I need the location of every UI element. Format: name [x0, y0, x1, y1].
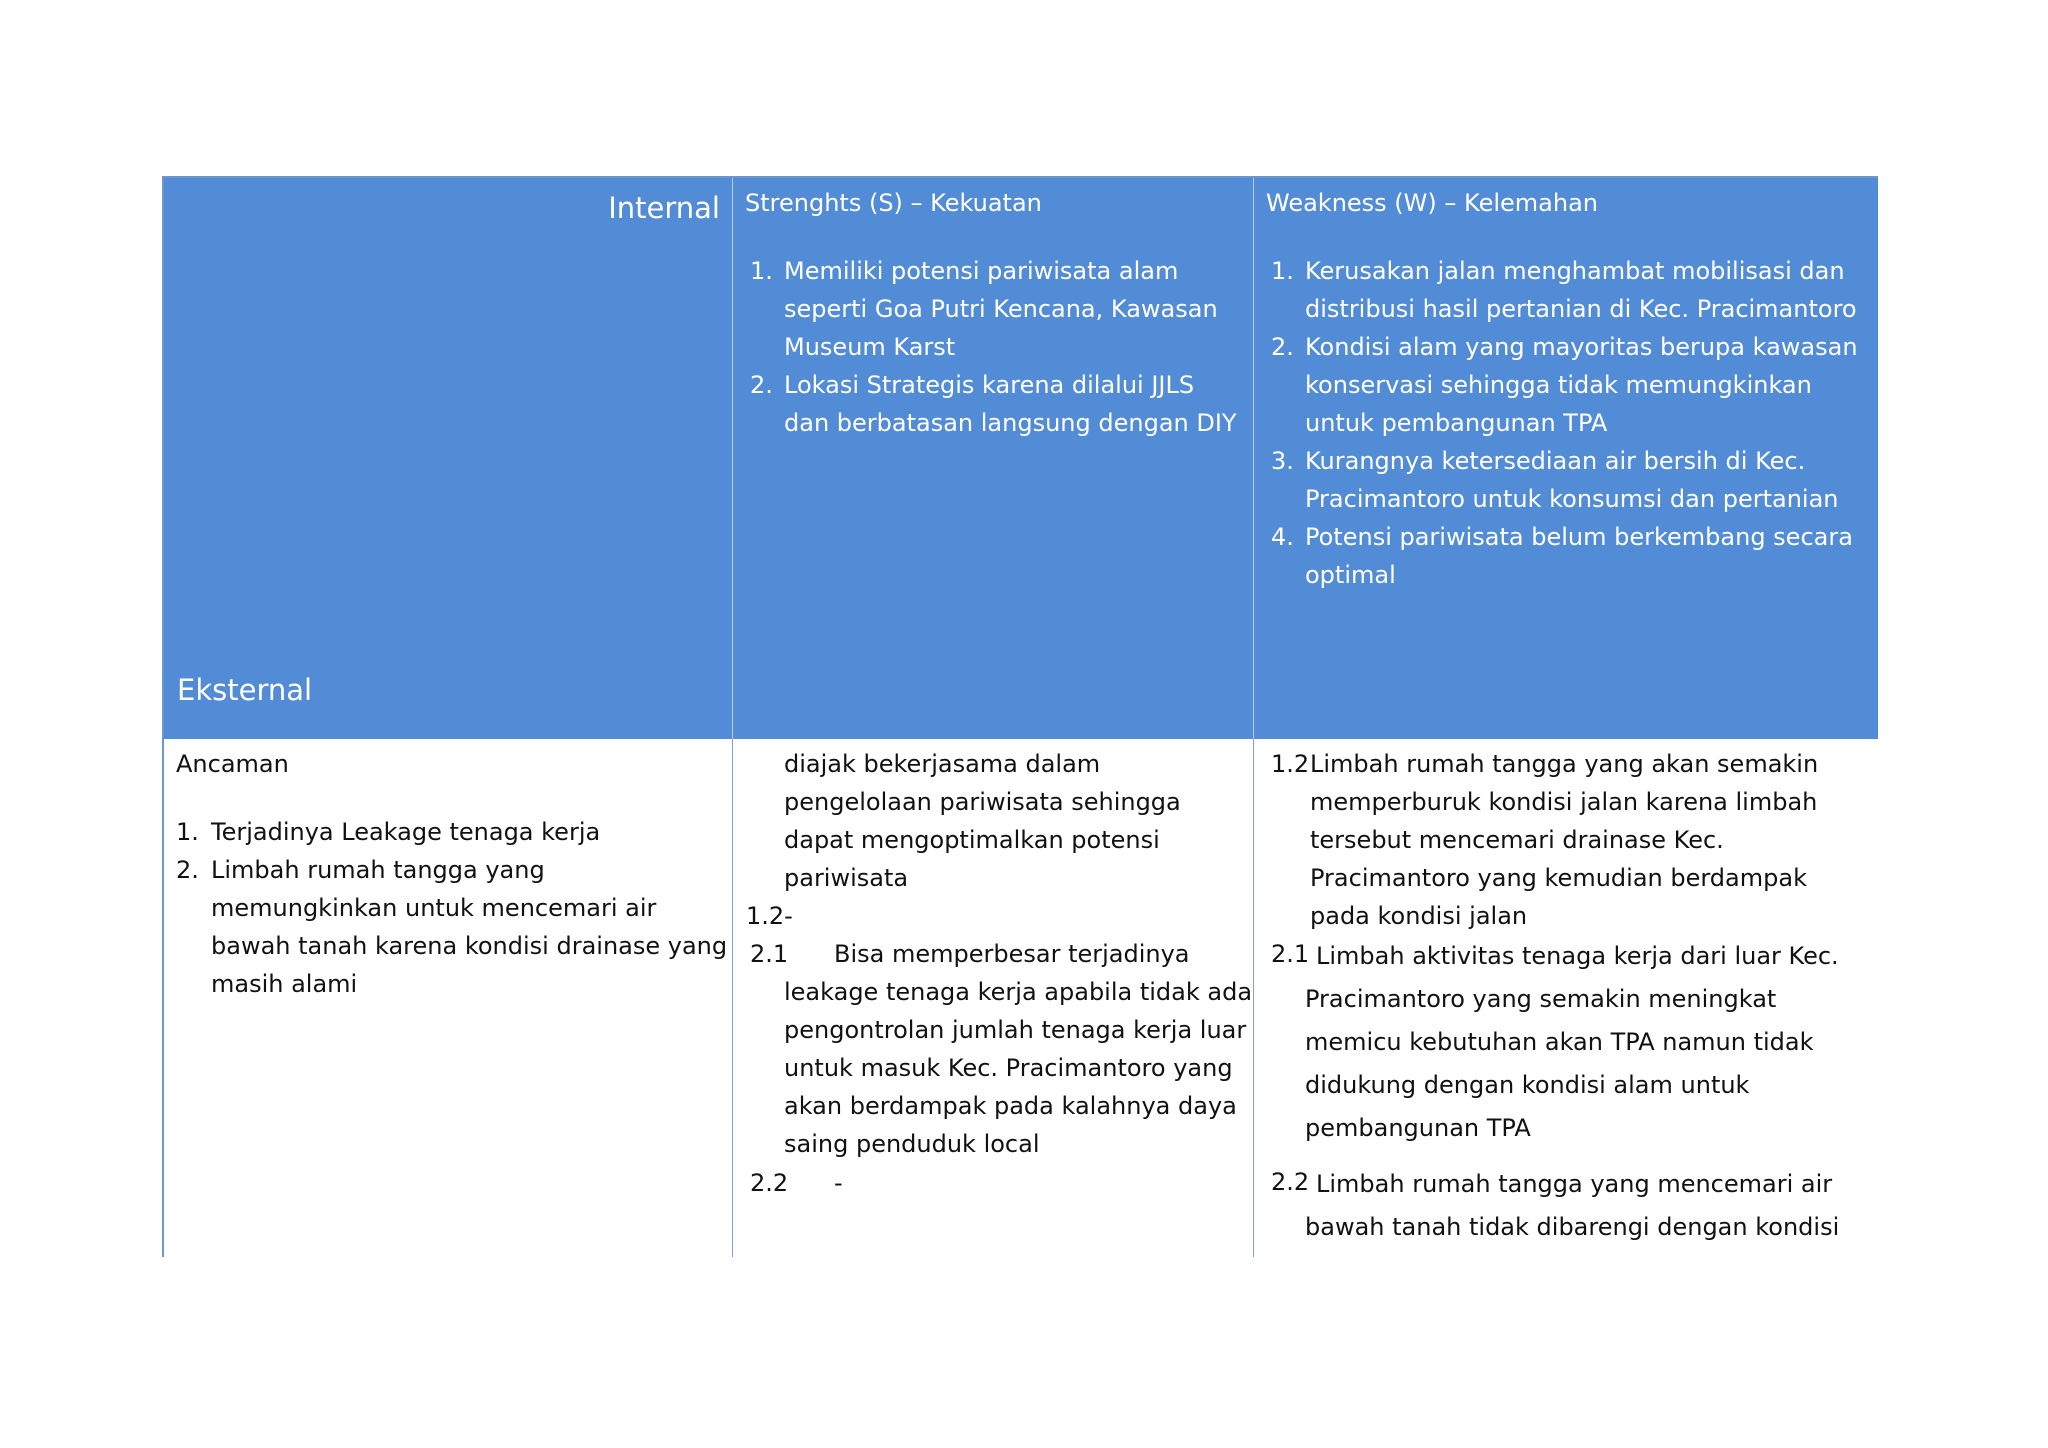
- strengths-header-cell: Strenghts (S) – Kekuatan 1. Memiliki potensi pariwisata alam seperti Goa Putri Kencana, Kawasan Museum Karst 2. Lokasi Strategis karena dilalui JJLS dan berbatasan langsung dengan DIY: [732, 178, 1253, 739]
- st-strategy-cell: diajak bekerjasama dalam pengelolaan pariwisata sehingga dapat mengoptimalkan potensi pariwisata 1.2- 2.1 Bisa memperbesar terjadinya leakage tenaga kerja apabila tidak ada pengontrolan jumlah tenaga kerja luar untuk masuk Kec. Pracimantoro yang akan berdampak pada kalahnya daya saing penduduk local 2.2 -: [732, 739, 1253, 1257]
- st-item-1-2: 1.2-: [746, 902, 793, 930]
- strengths-title: Strenghts (S) – Kekuatan: [745, 189, 1042, 217]
- weakness-header-cell: Weakness (W) – Kelemahan 1. Kerusakan jalan menghambat mobilisasi dan distribusi hasil pertanian di Kec. Pracimantoro 2. Kondisi alam yang mayoritas berupa kawasan konservasi sehingga tidak memungkinkan untuk pembangunan TPA 3. Kurangnya ketersediaan air bersih di Kec. Pracimantoro untuk konsumsi dan pertanian 4. Potensi pariwisata belum berkembang secara optimal: [1253, 178, 1878, 739]
- threats-cell: Ancaman 1. Terjadinya Leakage tenaga kerja 2. Limbah rumah tangga yang memungkinkan untuk mencemari air bawah tanah karena kondisi drainase yang masih alami: [164, 739, 732, 1257]
- threats-title: Ancaman: [176, 750, 289, 778]
- swot-table: [162, 176, 1878, 1257]
- internal-label: Internal: [608, 191, 720, 225]
- eksternal-label: Eksternal: [177, 673, 313, 707]
- header-corner-cell: [164, 178, 732, 739]
- wt-strategy-cell: 1.2 Limbah rumah tangga yang akan semakin memperburuk kondisi jalan karena limbah tersebut mencemari drainase Kec. Pracimantoro yang kemudian berdampak pada kondisi jalan 2.1 Limbah aktivitas tenaga kerja dari luar Kec. Pracimantoro yang semakin meningkat memicu kebutuhan akan TPA namun tidak didukung dengan kondisi alam untuk pembangunan TPA 2.2 Limbah rumah tangga yang mencemari air bawah tanah tidak dibarengi dengan kondisi: [1253, 739, 1878, 1257]
- st-continuation-text: diajak bekerjasama dalam pengelolaan pariwisata sehingga dapat mengoptimalkan potensi pariwisata: [784, 750, 1181, 892]
- weakness-title: Weakness (W) – Kelemahan: [1266, 189, 1598, 217]
